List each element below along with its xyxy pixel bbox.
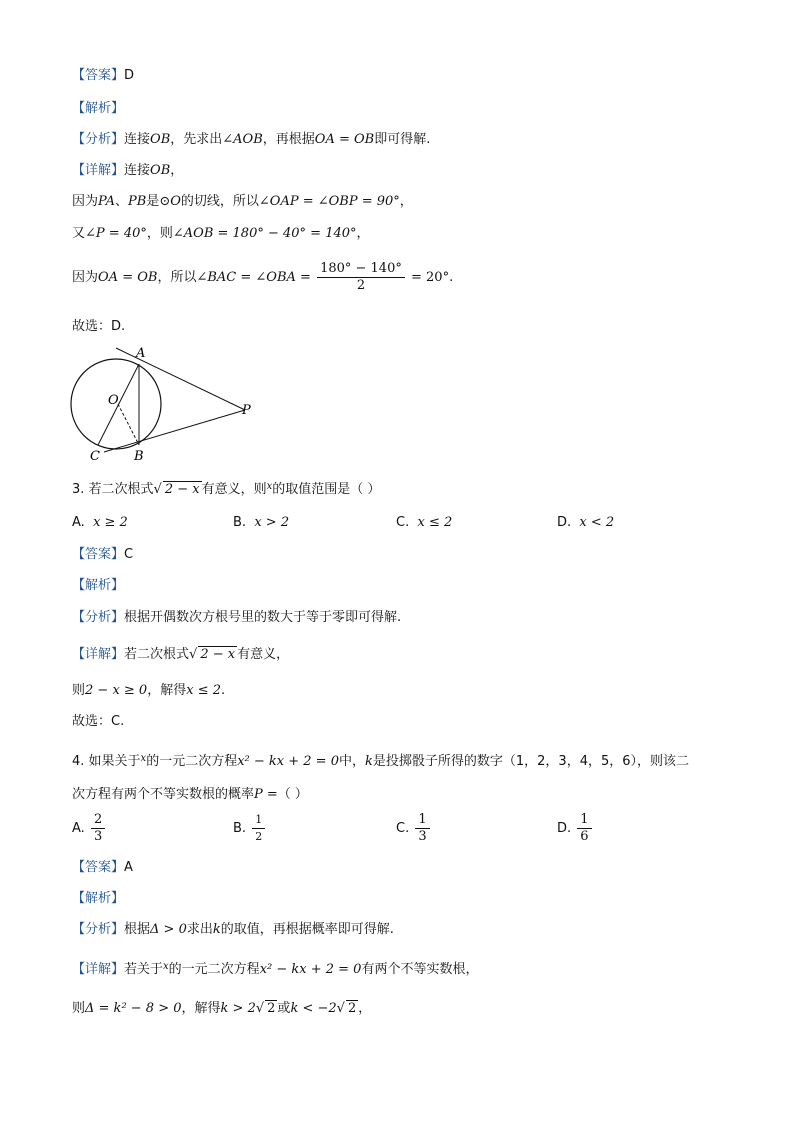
denominator: 3: [418, 829, 427, 844]
text: 是投掷骰子所得的数字（1，2，3，4，5，6），则该二: [372, 754, 690, 769]
text: 3. 若二次根式: [72, 482, 154, 497]
answer-value: D: [124, 68, 135, 83]
math: x: [163, 961, 169, 972]
text: ，解得: [181, 1001, 221, 1016]
q2-analysis-line: [72, 100, 124, 118]
option-letter: B.: [233, 515, 247, 530]
numerator: 1: [252, 812, 265, 829]
label-c: C: [90, 449, 100, 464]
numerator: 2: [91, 812, 105, 829]
q3-analysis-line: [72, 577, 124, 595]
math: ∠AOB = 180° − 40° = 140°: [172, 226, 357, 241]
q4-step-1: [72, 1000, 371, 1018]
q4-option-b: [233, 812, 267, 845]
math: 2 − x ≥ 0: [85, 683, 148, 698]
q2-answer-line: [72, 67, 134, 85]
text: 有意义，则: [201, 482, 267, 497]
numerator: 180° − 140°: [317, 261, 405, 278]
option-expr: x < 2: [579, 515, 615, 530]
denominator: 3: [93, 829, 103, 844]
tangent-line-b: [104, 410, 245, 452]
math: Δ = k² − 8 > 0: [85, 1001, 182, 1016]
math: x: [140, 753, 147, 764]
text: .: [221, 683, 226, 698]
q3-option-a: [72, 515, 128, 530]
text: 故选：D.: [72, 319, 126, 334]
q3-stem: [72, 478, 380, 499]
q2-step-1: [72, 193, 413, 211]
q3-choose: [72, 713, 124, 731]
text: ，再根据: [262, 132, 315, 147]
option-letter: C.: [396, 821, 410, 836]
xiangjie-tag: 【详解】: [72, 647, 125, 662]
text: 连接: [124, 163, 151, 178]
tangent-circle-figure: [60, 338, 270, 468]
q4-stem-2: [72, 786, 308, 804]
text: 根据: [124, 922, 151, 937]
text: 根据开偶数次方根号里的数大于等于零即可得解.: [124, 610, 402, 625]
text: ，: [399, 194, 413, 209]
math: PB: [127, 194, 147, 209]
answer-tag: 【答案】: [72, 68, 125, 83]
denominator: 2: [255, 830, 263, 843]
text: 则: [72, 1001, 86, 1016]
numerator: 1: [415, 812, 429, 829]
q2-fenxi-line: [72, 131, 430, 149]
text: 的一元二次方程: [168, 962, 260, 977]
text: 的取值范围是（ ）: [272, 482, 381, 497]
text: 因为: [72, 270, 99, 285]
text: 、: [114, 194, 128, 209]
option-fraction: [577, 812, 591, 845]
answer-value: A: [124, 860, 133, 875]
option-letter: A.: [72, 821, 85, 836]
text: 若二次根式: [124, 647, 190, 662]
math: Δ > 0: [150, 922, 187, 937]
text: ，: [170, 163, 184, 178]
q3-answer-line: [72, 546, 133, 564]
q4-fenxi-line: [72, 921, 394, 939]
answer-tag: 【答案】: [72, 547, 125, 562]
math: OA = OB: [98, 270, 158, 285]
math: ∠AOB: [222, 132, 263, 147]
math: x² − kx + 2 = 0: [237, 754, 339, 769]
denominator: 6: [580, 829, 589, 844]
xiangjie-tag: 【详解】: [72, 163, 125, 178]
q4-option-a: [72, 812, 107, 845]
math: OB: [150, 163, 171, 178]
text: 是: [146, 194, 160, 209]
option-fraction: [91, 812, 105, 845]
fraction: [317, 261, 405, 294]
sqrt-sign: √: [255, 1001, 265, 1016]
q3-fenxi-line: [72, 609, 401, 627]
text: ，先求出: [170, 132, 223, 147]
denominator: 2: [356, 278, 366, 293]
math: ∠BAC = ∠OBA =: [196, 270, 311, 285]
math: ∠OAP = ∠OBP = 90°: [258, 194, 400, 209]
sqrt-sign: √: [336, 1001, 345, 1016]
math: k: [212, 922, 221, 937]
math: x² − kx + 2 = 0: [259, 962, 362, 977]
text: ，解得: [147, 683, 187, 698]
text: 的切线，所以: [180, 194, 259, 209]
text: 因为: [72, 194, 99, 209]
text: 中，: [338, 754, 365, 769]
answer-value: C: [124, 547, 134, 562]
text: 连接: [124, 132, 151, 147]
text: 的取值，再根据概率即可得解.: [220, 922, 394, 937]
text: 4. 如果关于: [72, 754, 141, 769]
radicand: 2: [347, 1001, 357, 1016]
option-expr: x ≤ 2: [417, 515, 453, 530]
sqrt-sign: √: [153, 482, 162, 497]
q4-option-d: [557, 812, 594, 845]
q2-step-3: [72, 258, 453, 298]
option-letter: D.: [557, 515, 572, 530]
label-b: B: [134, 449, 144, 464]
option-letter: B.: [233, 821, 247, 836]
text: .: [449, 270, 454, 285]
q4-xiangjie-line: [72, 958, 478, 979]
math: = 20°: [411, 270, 450, 285]
q3-option-b: [233, 515, 289, 530]
text: 有意义，: [237, 647, 290, 662]
text: 的一元二次方程: [146, 754, 238, 769]
option-fraction: [415, 812, 429, 845]
text: 则: [72, 683, 86, 698]
text: 若关于: [124, 962, 164, 977]
math: k > 2: [220, 1001, 256, 1016]
analysis-tag: 【解析】: [72, 891, 125, 906]
option-fraction: [252, 812, 265, 845]
text: ，所以: [157, 270, 197, 285]
text: 即可得解.: [374, 132, 431, 147]
math: PA: [98, 194, 115, 209]
option-expr: x > 2: [254, 515, 290, 530]
sqrt-sign: √: [189, 647, 198, 662]
label-a: A: [136, 346, 146, 361]
radicand: 2: [267, 1001, 276, 1016]
q3-step-1: [72, 682, 225, 700]
text: 求出: [186, 922, 213, 937]
numerator: 1: [577, 812, 591, 829]
q2-step-2: [72, 225, 370, 243]
q2-choose: [72, 318, 125, 336]
math: ⊙O: [159, 194, 181, 209]
option-letter: A.: [72, 515, 85, 530]
label-p: P: [242, 403, 251, 418]
q4-analysis-line: [72, 890, 124, 908]
text: 有两个不等实数根，: [361, 962, 479, 977]
q2-xiangjie-line: [72, 162, 183, 180]
label-o: O: [108, 393, 119, 408]
text: ，: [358, 1001, 372, 1016]
radicand: 2 − x: [164, 482, 200, 497]
math: k: [364, 754, 373, 769]
answer-tag: 【答案】: [72, 860, 125, 875]
math: x: [266, 481, 273, 492]
text: 又: [72, 226, 86, 241]
math: OA = OB: [314, 132, 375, 147]
math: x ≤ 2: [186, 683, 221, 698]
math: OB: [150, 132, 171, 147]
q3-option-d: [557, 515, 614, 530]
q3-xiangjie-line: [72, 646, 289, 664]
text: 故选：C.: [72, 714, 125, 729]
fenxi-tag: 【分析】: [72, 610, 125, 625]
analysis-tag: 【解析】: [72, 578, 125, 593]
q4-stem-1: [72, 750, 689, 771]
analysis-tag: 【解析】: [72, 101, 125, 116]
q4-option-c: [396, 812, 432, 845]
q4-answer-line: [72, 859, 133, 877]
xiangjie-tag: 【详解】: [72, 962, 125, 977]
text: ，: [356, 226, 370, 241]
q3-option-c: [396, 515, 452, 530]
option-letter: C.: [396, 515, 410, 530]
radicand: 2 − x: [200, 647, 236, 662]
math: k < −2: [290, 1001, 337, 1016]
math: ∠P = 40°: [85, 226, 147, 241]
text: 次方程有两个不等实数根的概率: [72, 787, 255, 802]
radius-ob: [118, 404, 139, 445]
text: （ ）: [277, 787, 308, 802]
option-expr: x ≥ 2: [93, 515, 128, 530]
fenxi-tag: 【分析】: [72, 132, 125, 147]
option-letter: D.: [557, 821, 572, 836]
text: ，则: [146, 226, 173, 241]
fenxi-tag: 【分析】: [72, 922, 125, 937]
math: P =: [254, 787, 278, 802]
text: 或: [277, 1001, 291, 1016]
